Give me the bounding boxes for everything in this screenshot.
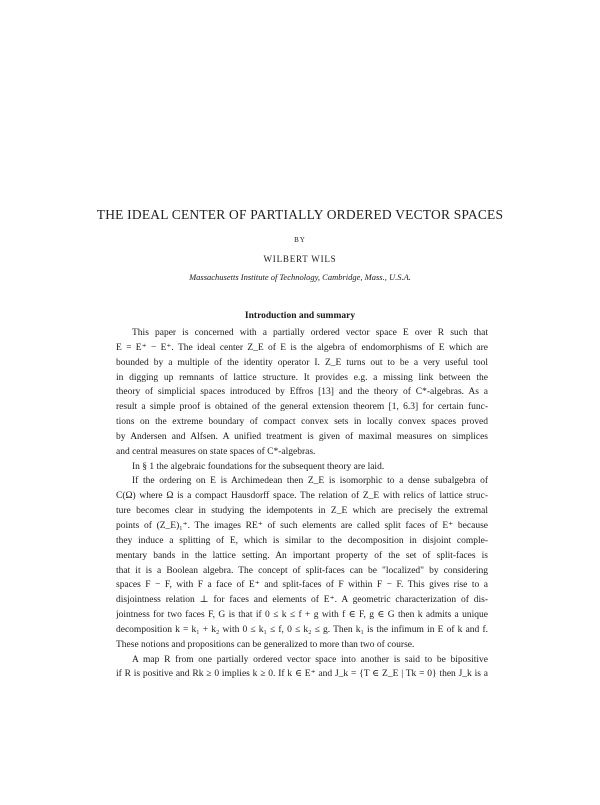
body-line: decomposition k = k₁ + k₂ with 0 ≤ k₁ ≤ f, 0 ≤ k₂ ≤ g. Then k₁ is the infimum in E of k and f.: [116, 624, 488, 635]
section-heading: Introduction and summary: [244, 311, 356, 321]
body-line: If the ordering on E is Archimedean then Z_E is isomorphic to a dense subalgebra of: [132, 476, 488, 487]
body-line: ture becomes clear in studying the idempotents in Z_E which are precisely the extremal: [116, 506, 488, 517]
body-line: if R is positive and Rk ≥ 0 implies k ≥ 0. If k ∈ E⁺ and J_k = {T ∈ Z_E | Tk = 0} then J_k is a: [116, 669, 488, 680]
byline-by: BY: [294, 236, 306, 244]
body-line: that it is a Boolean algebra. The concept of split-faces can be "localized" by considering: [116, 565, 488, 576]
body-line: and central measures on state spaces of C*-algebras.: [116, 446, 316, 457]
body-line: E = E⁺ − E⁺. The ideal center Z_E of E is the algebra of endomorphisms of E which are: [116, 342, 488, 353]
body-text: [116, 326, 488, 682]
body-line: C(Ω) where Ω is a compact Hausdorff space. The relation of Z_E with relics of lattice struc-: [116, 491, 488, 502]
author-name: WILBERT WILS: [263, 254, 337, 264]
body-line: by Andersen and Alfsen. A unified treatment is given of maximal measures on simplices: [116, 431, 488, 442]
body-line: disjointness relation ⊥ for faces and elements of E⁺. A geometric characterization of dis-: [116, 595, 488, 606]
body-line: points of (Z_E)₁⁺. The images RE⁺ of such elements are called split faces of E⁺ because: [116, 520, 488, 531]
body-line: In § 1 the algebraic foundations for the subsequent theory are laid.: [132, 461, 385, 472]
body-line: A map R from one partially ordered vector space into another is said to be bipositive: [132, 654, 488, 665]
paper-title: THE IDEAL CENTER OF PARTIALLY ORDERED VECTOR SPACES: [96, 207, 504, 222]
body-line: in digging up remnants of lattice structure. It provides e.g. a missing link between the: [116, 372, 488, 383]
body-line: These notions and propositions can be generalized to more than two of course.: [116, 639, 415, 650]
body-line: theory of simplicial spaces introduced by Effros [13] and the theory of C*-algebras. As a: [116, 387, 488, 398]
body-line: result a simple proof is obtained of the general extension theorem [1, 6.3] for certain func-: [116, 402, 488, 413]
author-affiliation: Massachusetts Institute of Technology, Cambridge, Mass., U.S.A.: [189, 272, 411, 282]
body-line: mentary bands in the lattice setting. An important property of the set of split-faces is: [116, 550, 488, 561]
body-line: spaces F − F, with F a face of E⁺ and split-faces of F within F − F. This gives rise to a: [116, 580, 488, 591]
body-line: bounded by a multiple of the identity operator I. Z_E turns out to be a very useful tool: [116, 357, 488, 368]
body-line: they induce a splitting of E, which is similar to the decomposition in disjoint comple-: [116, 535, 488, 546]
body-line: This paper is concerned with a partially ordered vector space E over R such that: [132, 328, 488, 338]
body-line: tions on the extreme boundary of compact convex sets in locally convex spaces proved: [116, 417, 488, 428]
body-line: jointness for two faces F, G is that if 0 ≤ k ≤ f + g with f ∈ F, g ∈ G then k admits a unique: [116, 610, 488, 621]
